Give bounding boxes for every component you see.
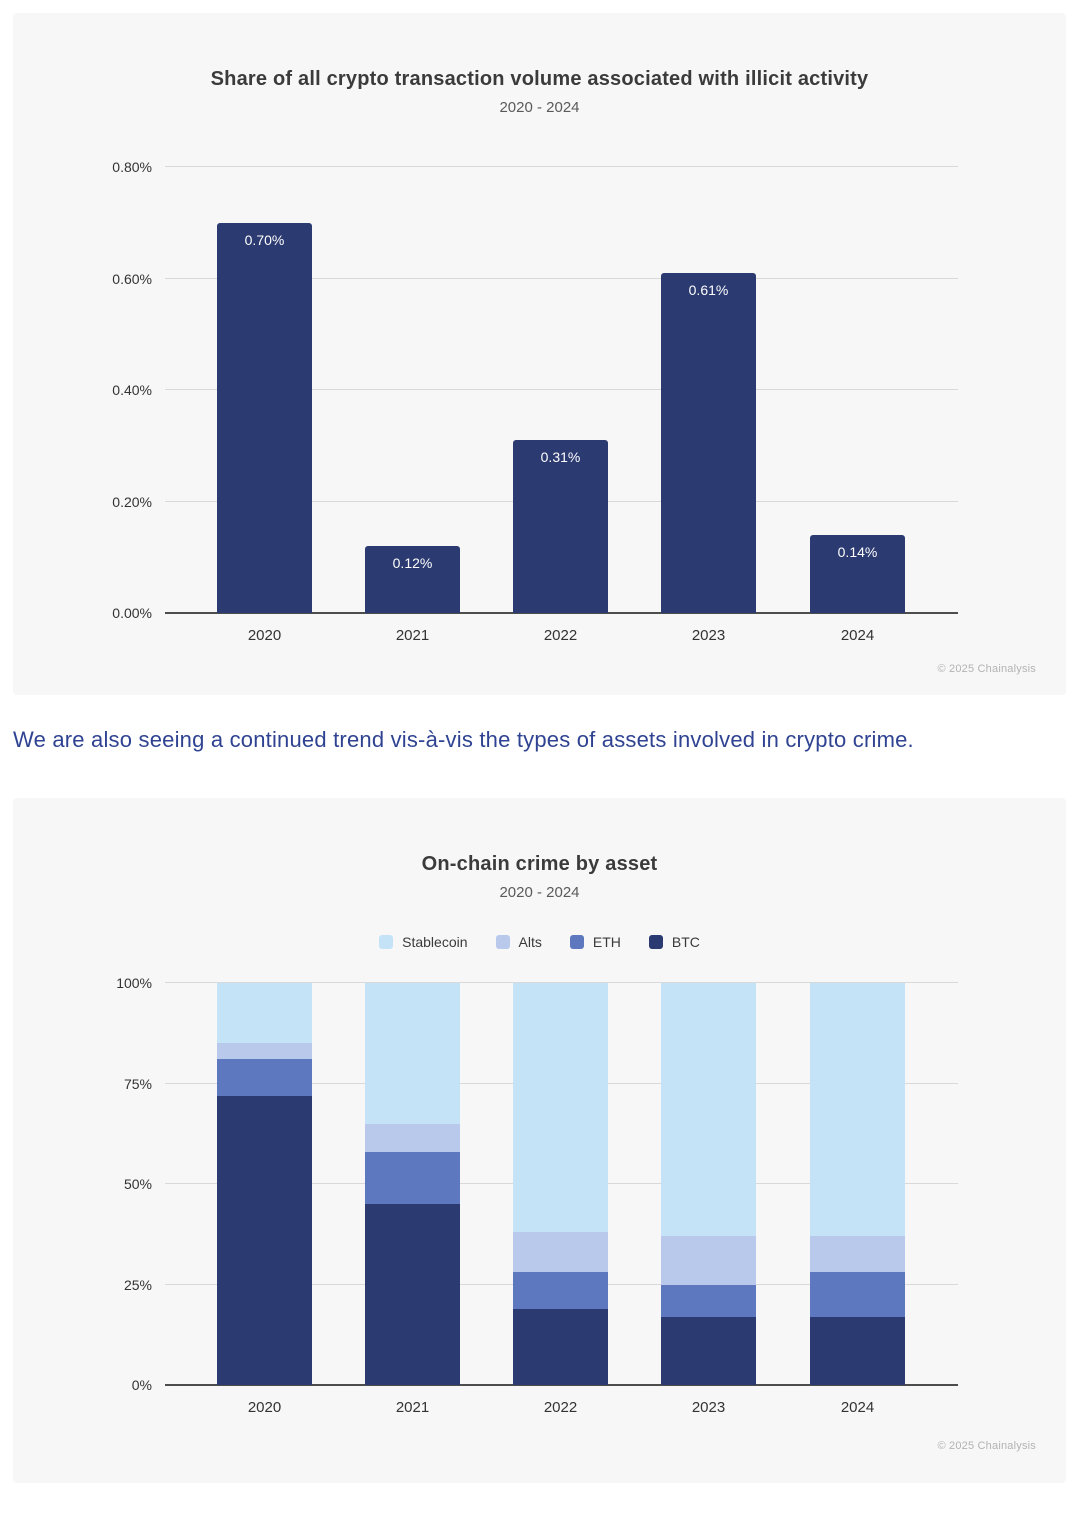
segment-btc-2023[interactable] (661, 1317, 756, 1385)
x-axis-tick-label: 2023 (691, 1399, 726, 1416)
bar-value-label: 0.31% (540, 449, 581, 466)
segment-alts-2024[interactable] (810, 1236, 905, 1272)
bar-2021[interactable] (365, 546, 460, 613)
legend-swatch-eth-icon (570, 935, 584, 949)
legend-swatch-stablecoin-icon (379, 935, 393, 949)
legend-item-stablecoin[interactable] (379, 934, 467, 950)
segment-stablecoin-2021[interactable] (365, 983, 460, 1124)
y-axis-tick-label: 0.60% (112, 270, 152, 287)
x-axis-tick-label: 2021 (395, 1399, 430, 1416)
chart-header (13, 13, 1066, 119)
stacked-bar-2024[interactable] (810, 983, 905, 1385)
x-axis-tick-label: 2020 (247, 1399, 282, 1416)
stacked-bar-2021[interactable] (365, 983, 460, 1385)
y-axis-tick-label: 0.40% (112, 382, 152, 398)
y-axis-tick-label: 50% (123, 1176, 152, 1192)
segment-alts-2020[interactable] (217, 1043, 312, 1059)
legend-label: Stablecoin (402, 934, 468, 950)
chart-source-credit: © 2025 Chainalysis (937, 1440, 1036, 1452)
segment-stablecoin-2020[interactable] (217, 983, 312, 1043)
legend-label: Alts (518, 934, 542, 950)
segment-eth-2022[interactable] (513, 1272, 608, 1308)
legend-swatch-btc-icon (649, 935, 663, 949)
x-axis-tick-label: 2021 (395, 627, 430, 644)
bar-value-label: 0.61% (688, 281, 729, 298)
chart-panel-illicit-share (13, 13, 1066, 695)
stacked-bar-2023[interactable] (661, 983, 756, 1385)
y-axis-tick-label: 100% (116, 975, 152, 991)
chart-subtitle: 2020 - 2024 (499, 99, 580, 116)
bar-value-label: 0.70% (244, 231, 285, 248)
y-axis-tick-label: 75% (123, 1075, 152, 1092)
chart-subtitle: 2020 - 2024 (499, 884, 580, 901)
chart-panel-crime-by-asset (13, 798, 1066, 1483)
segment-btc-2024[interactable] (810, 1317, 905, 1385)
bar-2022[interactable] (513, 440, 608, 613)
segment-alts-2022[interactable] (513, 1232, 608, 1272)
segment-eth-2023[interactable] (661, 1285, 756, 1317)
legend-item-alts[interactable] (496, 934, 542, 950)
y-axis-tick-label: 0.00% (112, 605, 152, 621)
segment-alts-2021[interactable] (365, 1124, 460, 1152)
legend-swatch-alts-icon (496, 935, 510, 949)
x-axis-tick-label: 2023 (691, 627, 726, 644)
bar-value-label: 0.12% (392, 555, 433, 572)
segment-stablecoin-2024[interactable] (810, 983, 905, 1236)
body-text: We are also seeing a continued trend vis-à-vis the types of assets involved in crypto crime. (13, 727, 914, 752)
stacked-bar-2022[interactable] (513, 983, 608, 1385)
x-axis-tick-label: 2022 (543, 627, 578, 644)
segment-eth-2024[interactable] (810, 1272, 905, 1316)
segment-btc-2020[interactable] (217, 1096, 312, 1385)
legend-label: ETH (592, 934, 621, 950)
chart-title: On-chain crime by asset (421, 853, 658, 875)
x-axis-tick-label: 2020 (247, 627, 282, 644)
legend-label: BTC (671, 934, 700, 950)
bar-chart-illicit-share (112, 159, 958, 644)
segment-btc-2021[interactable] (365, 1204, 460, 1385)
y-axis-tick-label: 25% (123, 1276, 152, 1293)
x-axis-tick-label: 2024 (840, 627, 875, 644)
chart-legend (13, 934, 1066, 950)
legend-item-btc[interactable] (649, 934, 700, 950)
chart-title: Share of all crypto transaction volume associated with illicit activity (210, 68, 869, 90)
segment-stablecoin-2023[interactable] (661, 983, 756, 1236)
bar-value-label: 0.14% (837, 543, 878, 560)
segment-eth-2020[interactable] (217, 1059, 312, 1095)
segment-eth-2021[interactable] (365, 1152, 460, 1204)
x-axis-tick-label: 2024 (840, 1399, 875, 1416)
segment-btc-2022[interactable] (513, 1309, 608, 1385)
x-axis-tick-label: 2022 (543, 1399, 578, 1416)
bar-2023[interactable] (661, 273, 756, 613)
segment-alts-2023[interactable] (661, 1236, 756, 1284)
chart-header (13, 798, 1066, 950)
bar-2024[interactable] (810, 535, 905, 613)
chart-source-credit: © 2025 Chainalysis (937, 663, 1036, 675)
stacked-bar-chart-crime-by-asset (116, 975, 958, 1416)
legend-item-eth[interactable] (570, 934, 621, 950)
bar-2020[interactable] (217, 223, 312, 613)
stacked-bar-2020[interactable] (217, 983, 312, 1385)
segment-stablecoin-2022[interactable] (513, 983, 608, 1232)
y-axis-tick-label: 0.80% (112, 159, 152, 175)
y-axis-tick-label: 0.20% (112, 493, 152, 510)
gridline (165, 166, 958, 167)
y-axis-tick-label: 0% (131, 1377, 152, 1393)
